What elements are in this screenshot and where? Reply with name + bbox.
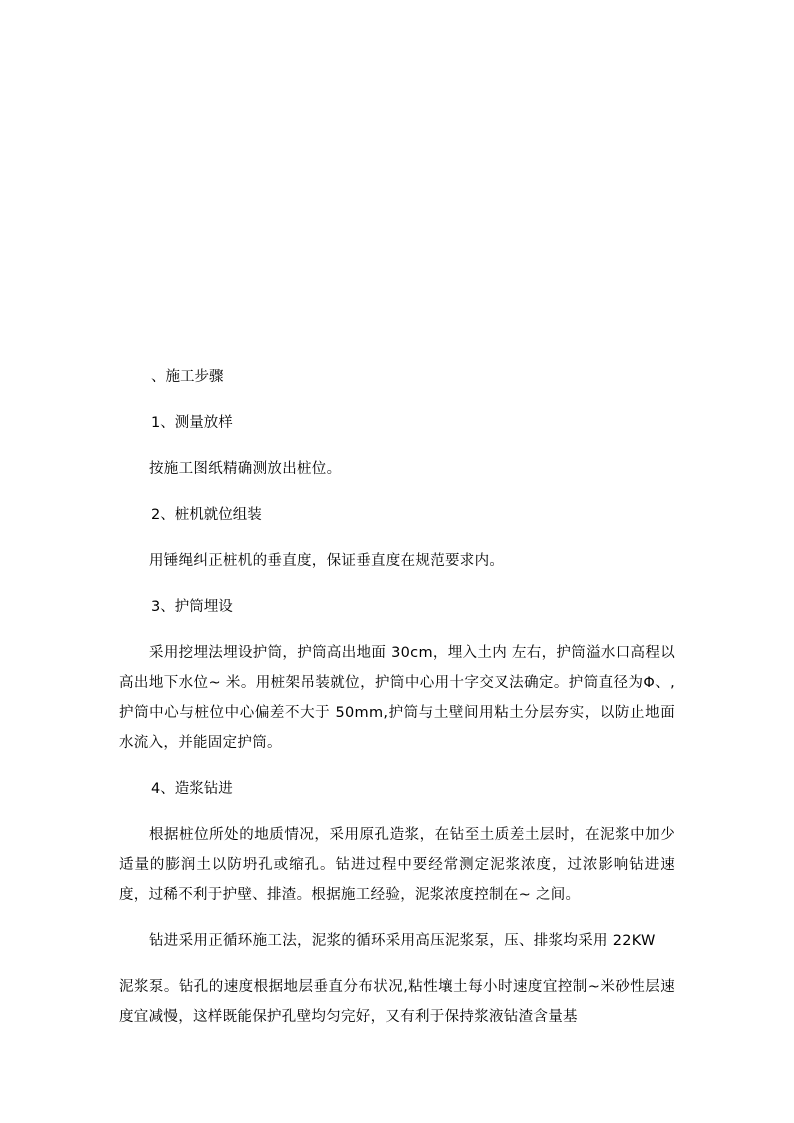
step-3-heading: 3、护筒埋设 <box>151 599 233 615</box>
step-4-heading: 4、造浆钻进 <box>151 781 233 797</box>
section-title: 、施工步骤 <box>151 369 224 385</box>
step-2-heading: 2、桩机就位组装 <box>151 507 262 523</box>
step-4-paragraph-1: 根据桩位所处的地质情况，采用原孔造浆，在钻至土质差土层时，在泥浆中加少适量的膨润土以防坍孔或缩孔。钻进过程中要经常测定泥浆浓度，过浓影响钻进速度，过稀不利于护壁、排渣。根据施工经验，泥浆浓度控制在~ 之间。 <box>119 827 675 903</box>
step-4-paragraph-3: 泥浆泵。钻孔的速度根据地层垂直分布状况,粘性壤土每小时速度宜控制~米砂性层速度宜减慢，这样既能保护孔壁均匀完好，又有利于保持浆液钻渣含量基 <box>119 979 675 1025</box>
step-2-paragraph: 用锤绳纠正桩机的垂直度，保证垂直度在规范要求内。 <box>149 553 505 569</box>
step-3-paragraph: 采用挖埋法埋设护筒，护筒高出地面 30cm，埋入土内 左右，护筒溢水口高程以高出地下水位~ 米。用桩架吊装就位，护筒中心用十字交叉法确定。护筒直径为Φ、,护筒中心与桩位中心偏差不大于 50mm,护筒与土壁间用粘土分层夯实，以防止地面水流入，并能固定护筒。 <box>119 645 675 751</box>
step-1-paragraph: 按施工图纸精确测放出桩位。 <box>149 461 342 477</box>
document-body <box>119 362 675 1048</box>
step-4-paragraph-2: 钻进采用正循环施工法，泥浆的循环采用高压泥浆泵，压、排浆均采用 22KW <box>149 933 656 949</box>
step-1-heading: 1、测量放样 <box>151 415 233 431</box>
